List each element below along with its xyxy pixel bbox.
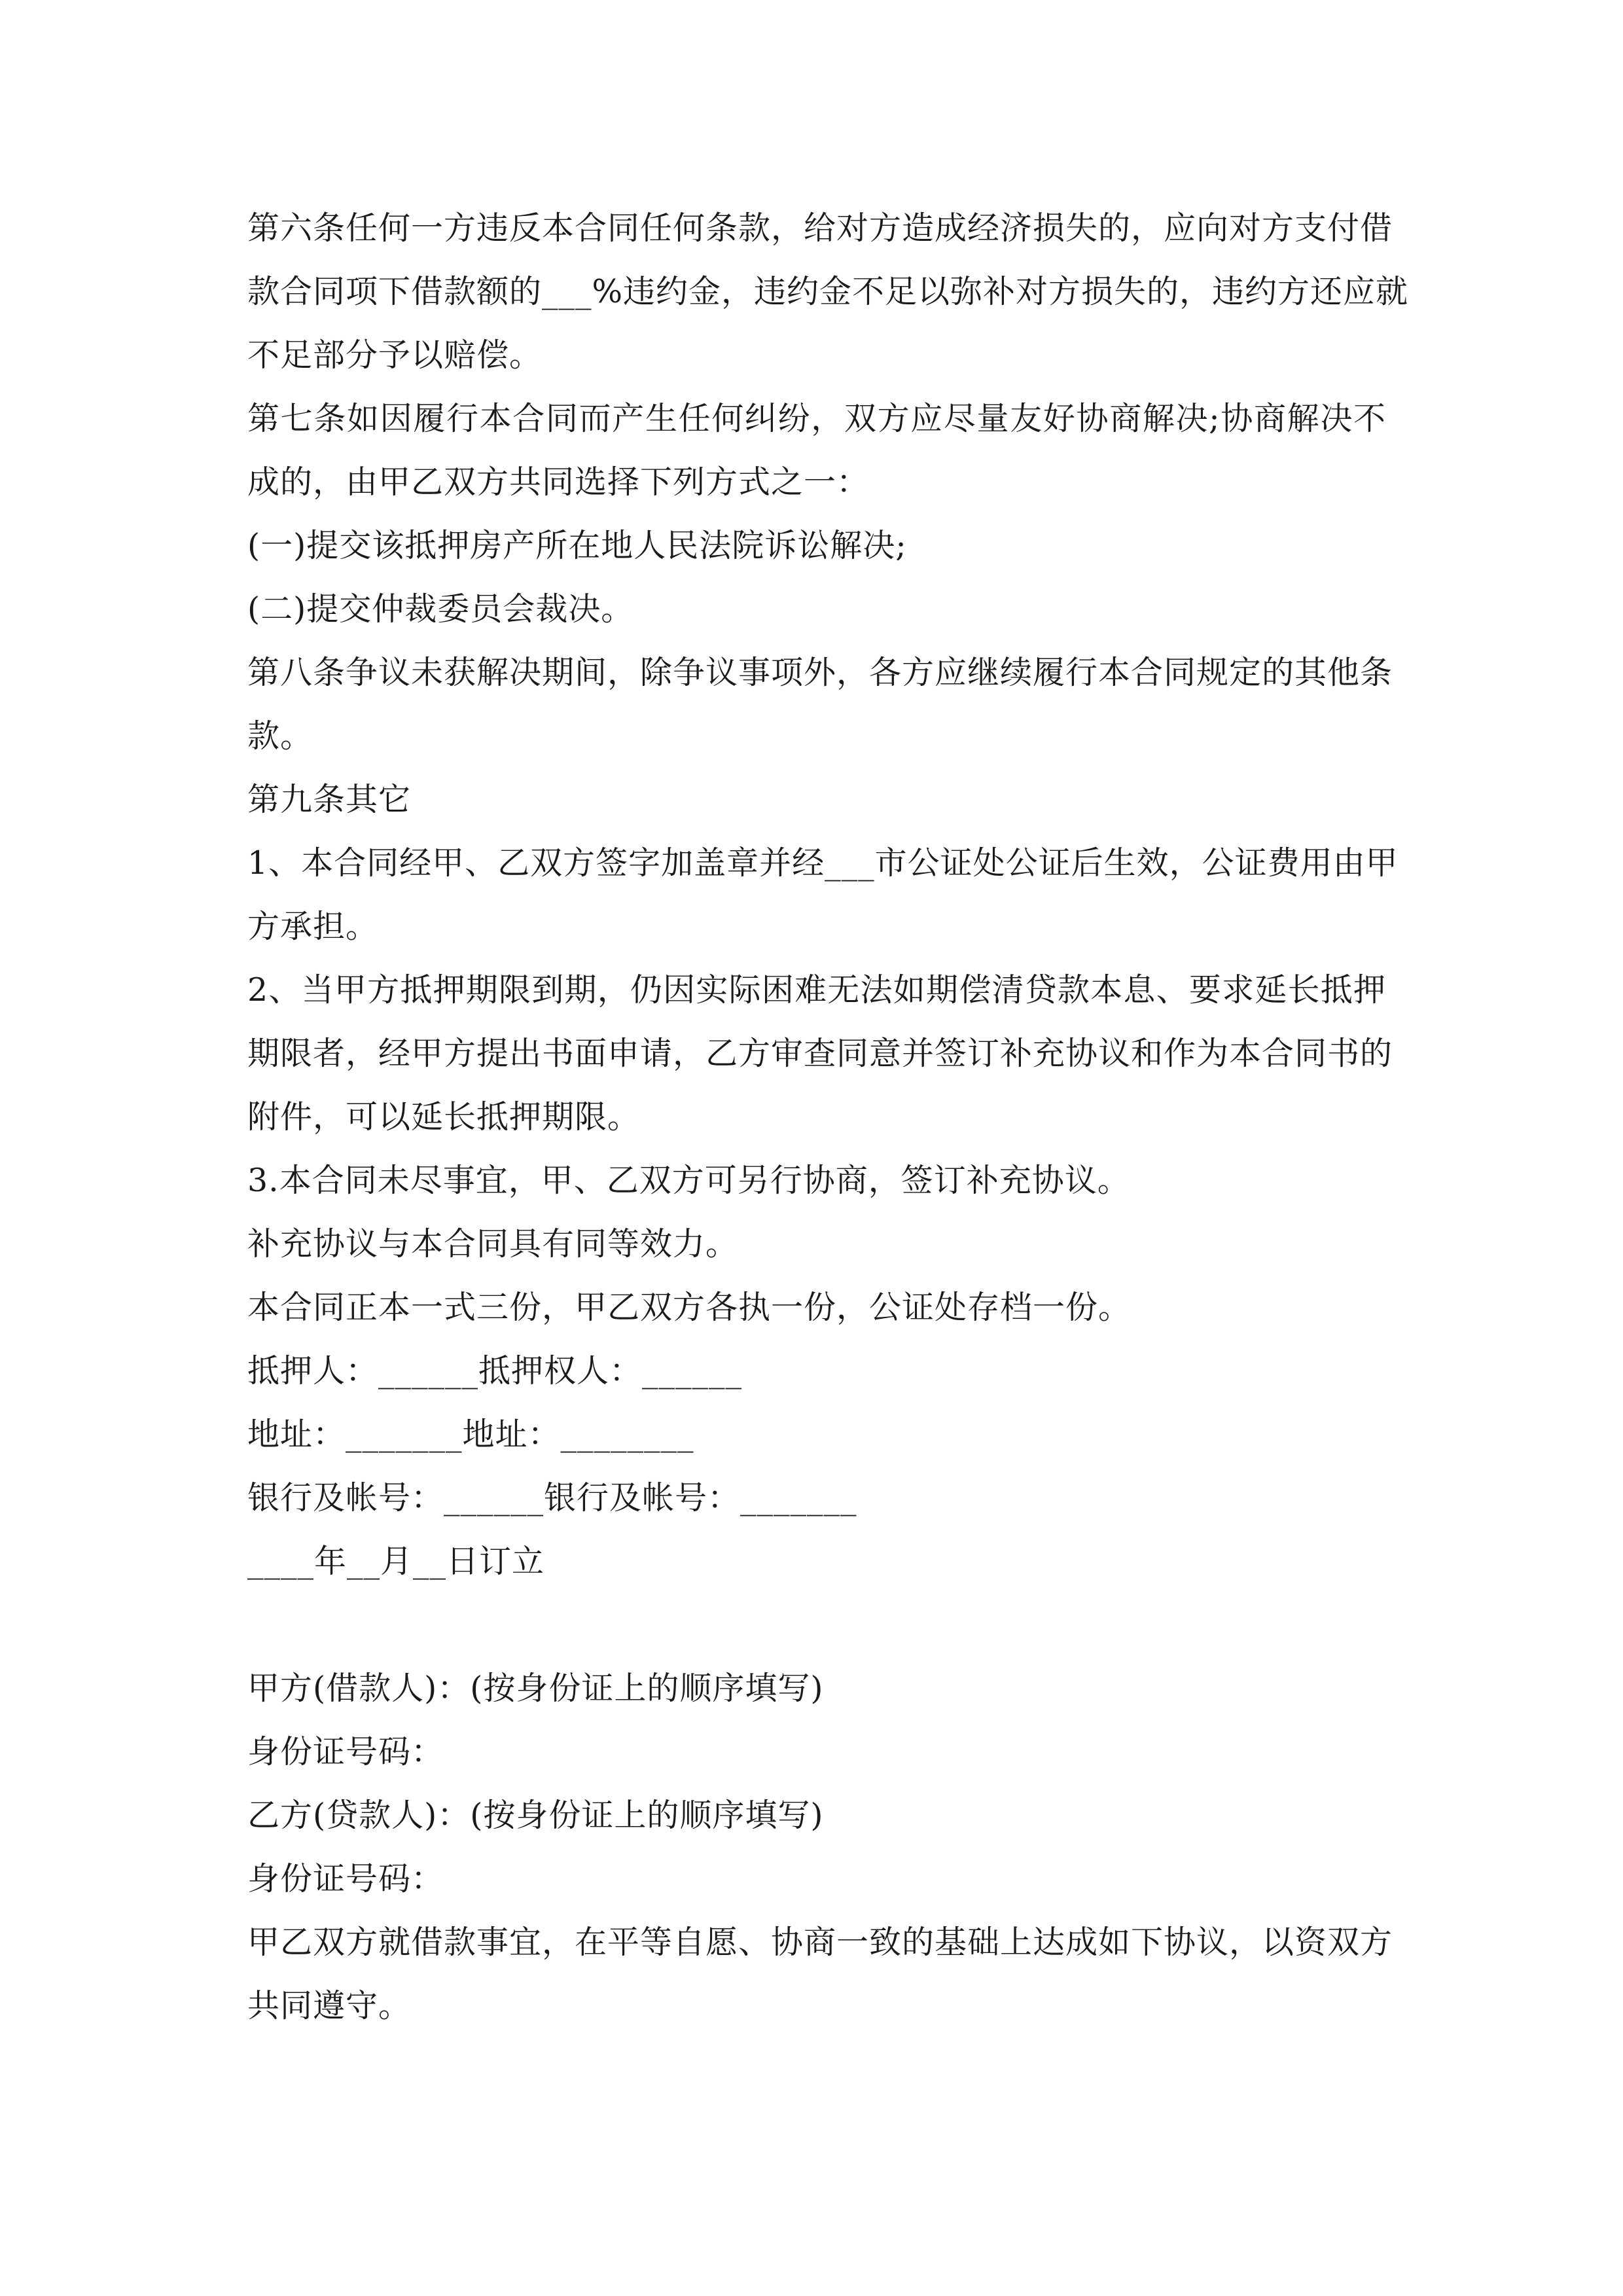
clause-2-line-3: 附件，可以延长抵押期限。 xyxy=(247,1098,641,1136)
clause-2-line-1: 2、当甲方抵押期限到期，仍因实际困难无法如期偿清贷款本息、要求延长抵押 xyxy=(247,971,1386,1009)
party-b-line: 乙方(贷款人)：(按身份证上的顺序填写) xyxy=(247,1797,824,1834)
document-page xyxy=(247,196,1409,2037)
copies-line: 本合同正本一式三份，甲乙双方各执一份，公证处存档一份。 xyxy=(247,1289,1132,1326)
clause-1-line-1: 1、本合同经甲、乙双方签字加盖章并经___市公证处公证后生效，公证费用由甲 xyxy=(247,844,1399,882)
party-a-line: 甲方(借款人)：(按身份证上的顺序填写) xyxy=(247,1670,824,1707)
preamble-line-1: 甲乙双方就借款事宜，在平等自愿、协商一致的基础上达成如下协议，以资双方 xyxy=(247,1924,1393,1961)
article-6-line-1: 第六条任何一方违反本合同任何条款，给对方造成经济损失的，应向对方支付借 xyxy=(247,209,1393,247)
bank-account-line: 银行及帐号：______银行及帐号：_______ xyxy=(247,1479,857,1516)
article-6-line-3: 不足部分予以赔偿。 xyxy=(247,336,543,374)
clause-2-line-2: 期限者，经甲方提出书面申请，乙方审查同意并签订补充协议和作为本合同书的 xyxy=(247,1035,1393,1072)
party-b-id-line: 身份证号码： xyxy=(247,1860,444,1897)
preamble-line-2: 共同遵守。 xyxy=(247,1987,412,2024)
supplement-effect-line: 补充协议与本合同具有同等效力。 xyxy=(247,1225,739,1263)
blank-line xyxy=(247,1593,1386,1657)
clause-3-line-1: 3.本合同未尽事宜，甲、乙双方可另行协商，签订补充协议。 xyxy=(247,1162,1130,1199)
article-6-line-2: 款合同项下借款额的___%违约金，违约金不足以弥补对方损失的，违约方还应就 xyxy=(247,273,1409,310)
article-7-line-1: 第七条如因履行本合同而产生任何纠纷，双方应尽量友好协商解决;协商解决不 xyxy=(247,400,1386,437)
article-8-line-1: 第八条争议未获解决期间，除争议事项外，各方应继续履行本合同规定的其他条 xyxy=(247,654,1393,691)
party-a-id-line: 身份证号码： xyxy=(247,1733,444,1770)
clause-1-line-2: 方承担。 xyxy=(247,908,379,945)
article-8-line-2: 款。 xyxy=(247,717,313,755)
address-line: 地址：_______地址：________ xyxy=(247,1416,694,1453)
article-9-heading: 第九条其它 xyxy=(247,781,412,818)
mortgagor-signature-line: 抵押人：______抵押权人：______ xyxy=(247,1352,743,1390)
article-7-option-2: (二)提交仲裁委员会裁决。 xyxy=(247,590,634,628)
date-line: ____年__月__日订立 xyxy=(247,1543,545,1580)
article-7-line-2: 成的，由甲乙双方共同选择下列方式之一： xyxy=(247,463,870,501)
article-7-option-1: (一)提交该抵押房产所在地人民法院诉讼解决; xyxy=(247,527,907,564)
